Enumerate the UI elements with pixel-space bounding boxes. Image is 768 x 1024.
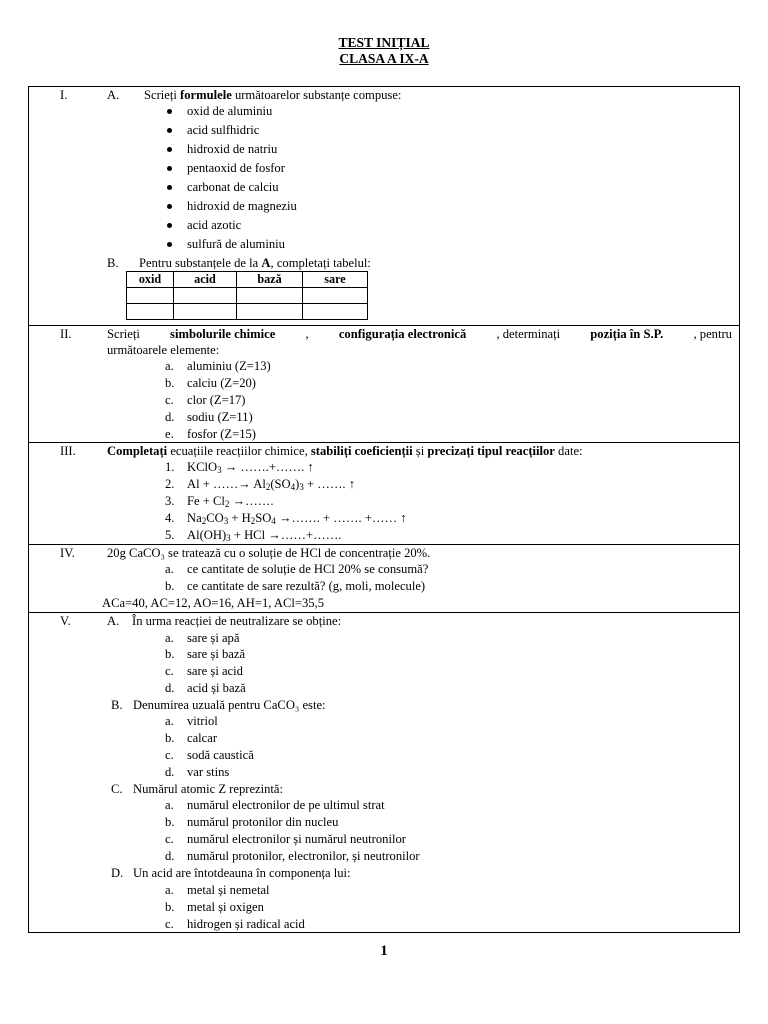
table-border-bottom bbox=[28, 932, 740, 933]
table-header-cell: bază bbox=[237, 272, 303, 288]
list-item: aluminiu (Z=13) bbox=[187, 359, 271, 373]
table-cell[interactable] bbox=[174, 288, 237, 304]
table-cell[interactable] bbox=[174, 304, 237, 320]
chemical-equation: Al + ……→ $Al_2(SO_4)_3$ + ……. ↑ bbox=[187, 477, 356, 492]
question-text: Scrieți formulele următoarelor substanțe compuse: bbox=[144, 88, 402, 102]
list-item: acid sulfhidric bbox=[187, 123, 260, 137]
option-marker: b. bbox=[165, 900, 175, 914]
option-marker: c. bbox=[165, 748, 174, 762]
subsection-letter: A. bbox=[107, 88, 120, 102]
list-marker: 1. bbox=[165, 460, 175, 474]
option-text: numărul protonilor din nucleu bbox=[187, 815, 339, 829]
list-item: oxid de aluminiu bbox=[187, 104, 273, 118]
option-text: calcar bbox=[187, 731, 218, 745]
answer-table bbox=[126, 271, 368, 320]
page-number: 1 bbox=[380, 943, 388, 959]
table-cell[interactable] bbox=[303, 288, 368, 304]
list-marker: 5. bbox=[165, 528, 175, 542]
option-marker: d. bbox=[165, 765, 175, 779]
option-text: numărul electronilor de pe ultimul strat bbox=[187, 798, 385, 812]
option-text: numărul protonilor, electronilor, și neutronilor bbox=[187, 849, 420, 863]
chemical-equation: KClO$_3$ → …….+……. ↑ bbox=[187, 460, 314, 475]
bullet-icon bbox=[167, 166, 172, 171]
option-marker: c. bbox=[165, 664, 174, 678]
table-cell[interactable] bbox=[237, 288, 303, 304]
option-text: sodă caustică bbox=[187, 748, 254, 762]
bullet-icon bbox=[167, 128, 172, 133]
table-border-left bbox=[28, 86, 29, 933]
option-marker: b. bbox=[165, 647, 175, 661]
option-marker: d. bbox=[165, 681, 175, 695]
page-title: TEST INIȚIAL bbox=[338, 35, 430, 50]
option-text: sare și acid bbox=[187, 664, 243, 678]
option-text: vitriol bbox=[187, 714, 218, 728]
list-item: calciu (Z=20) bbox=[187, 376, 256, 390]
section-number: IV. bbox=[60, 546, 75, 560]
bullet-icon bbox=[167, 147, 172, 152]
question-text-cont: următoarele elemente: bbox=[107, 343, 220, 357]
list-marker: a. bbox=[165, 562, 174, 576]
table-header-cell: sare bbox=[303, 272, 368, 288]
section-number: II. bbox=[60, 327, 72, 341]
option-text: sare și bază bbox=[187, 647, 246, 661]
list-marker: 2. bbox=[165, 477, 175, 491]
option-text: acid și bază bbox=[187, 681, 246, 695]
list-item: pentaoxid de fosfor bbox=[187, 161, 285, 175]
option-marker: a. bbox=[165, 714, 174, 728]
chemical-equation: $Fe + Cl_2$ →……. bbox=[187, 494, 274, 509]
option-marker: a. bbox=[165, 883, 174, 897]
list-marker: d. bbox=[165, 410, 175, 424]
subsection-letter: D. bbox=[111, 866, 124, 880]
table-header-cell: acid bbox=[174, 272, 237, 288]
option-text: numărul electronilor și numărul neutronilor bbox=[187, 832, 406, 846]
subsection-letter: A. bbox=[107, 614, 120, 628]
list-marker: c. bbox=[165, 393, 174, 407]
list-marker: b. bbox=[165, 579, 175, 593]
list-item: ce cantitate de sare rezultă? (g, moli, molecule) bbox=[187, 579, 426, 593]
table-border-right bbox=[739, 86, 740, 933]
option-text: sare și apă bbox=[187, 631, 240, 645]
list-item: sodiu (Z=11) bbox=[187, 410, 253, 424]
question-text: Denumirea uzuală pentru CaCO₃ este: bbox=[133, 698, 326, 712]
question-text: Numărul atomic Z reprezintă: bbox=[133, 782, 284, 796]
chemical-equation: $Na_2CO_3 + H_2SO_4$ →……. + ……. +…… ↑ bbox=[187, 511, 407, 526]
list-item: ce cantitate de soluție de HCl 20% se consumă? bbox=[187, 562, 429, 576]
table-cell[interactable] bbox=[237, 304, 303, 320]
table-row bbox=[127, 288, 368, 304]
list-marker: 3. bbox=[165, 494, 175, 508]
chemical-equation: $Al(OH)_3$ + HCl →……+……. bbox=[187, 528, 342, 543]
section-number: V. bbox=[60, 614, 71, 628]
subsection-letter: B. bbox=[107, 256, 119, 270]
table-row bbox=[127, 304, 368, 320]
section-number: I. bbox=[60, 88, 68, 102]
list-item: hidroxid de natriu bbox=[187, 142, 278, 156]
bullet-icon bbox=[167, 109, 172, 114]
list-item: clor (Z=17) bbox=[187, 393, 246, 407]
option-text: metal și oxigen bbox=[187, 900, 264, 914]
question-text: 20g CaCO₃ se tratează cu o soluție de HCl de concentrație 20%. bbox=[107, 546, 431, 560]
atomic-masses: ACa=40, AC=12, AO=16, AH=1, ACl=35,5 bbox=[102, 596, 324, 610]
section-number: III. bbox=[60, 444, 76, 458]
list-marker: a. bbox=[165, 359, 174, 373]
question-text: Un acid are întotdeauna în componența lui: bbox=[133, 866, 351, 880]
list-item: acid azotic bbox=[187, 218, 242, 232]
list-item: carbonat de calciu bbox=[187, 180, 279, 194]
option-marker: a. bbox=[165, 631, 174, 645]
table-header-cell: oxid bbox=[127, 272, 174, 288]
question-text: Scrieți simbolurile chimice , configurația electronică , determinați poziția în S.P. , pentru bbox=[107, 327, 732, 341]
table-cell[interactable] bbox=[303, 304, 368, 320]
question-text: Pentru substanțele de la A, completați tabelul: bbox=[139, 256, 371, 270]
option-marker: c. bbox=[165, 832, 174, 846]
list-item: sulfură de aluminiu bbox=[187, 237, 285, 251]
table-header-row bbox=[127, 272, 368, 288]
row-divider bbox=[28, 442, 740, 443]
bullet-icon bbox=[167, 204, 172, 209]
option-marker: a. bbox=[165, 798, 174, 812]
list-item: fosfor (Z=15) bbox=[187, 427, 257, 441]
bullet-icon bbox=[167, 223, 172, 228]
question-text: Completați ecuațiile reacțiilor chimice, stabiliți coeficienții și precizați tipul reacțiilor date: bbox=[107, 444, 583, 458]
row-divider bbox=[28, 612, 740, 613]
table-border-top bbox=[28, 86, 740, 87]
option-text: hidrogen și radical acid bbox=[187, 917, 305, 931]
table-cell[interactable] bbox=[127, 288, 174, 304]
row-divider bbox=[28, 325, 740, 326]
page-subtitle: CLASA A IX-A bbox=[339, 51, 429, 66]
list-marker: b. bbox=[165, 376, 175, 390]
option-marker: b. bbox=[165, 815, 175, 829]
bullet-icon bbox=[167, 185, 172, 190]
bullet-icon bbox=[167, 242, 172, 247]
option-text: metal și nemetal bbox=[187, 883, 270, 897]
option-text: var stins bbox=[187, 765, 230, 779]
list-marker: 4. bbox=[165, 511, 175, 525]
row-divider bbox=[28, 544, 740, 545]
table-cell[interactable] bbox=[127, 304, 174, 320]
subsection-letter: C. bbox=[111, 782, 123, 796]
option-marker: b. bbox=[165, 731, 175, 745]
list-item: hidroxid de magneziu bbox=[187, 199, 297, 213]
subsection-letter: B. bbox=[111, 698, 123, 712]
list-marker: e. bbox=[165, 427, 174, 441]
question-text: În urma reacției de neutralizare se obține: bbox=[132, 614, 342, 628]
option-marker: d. bbox=[165, 849, 175, 863]
option-marker: c. bbox=[165, 917, 174, 931]
